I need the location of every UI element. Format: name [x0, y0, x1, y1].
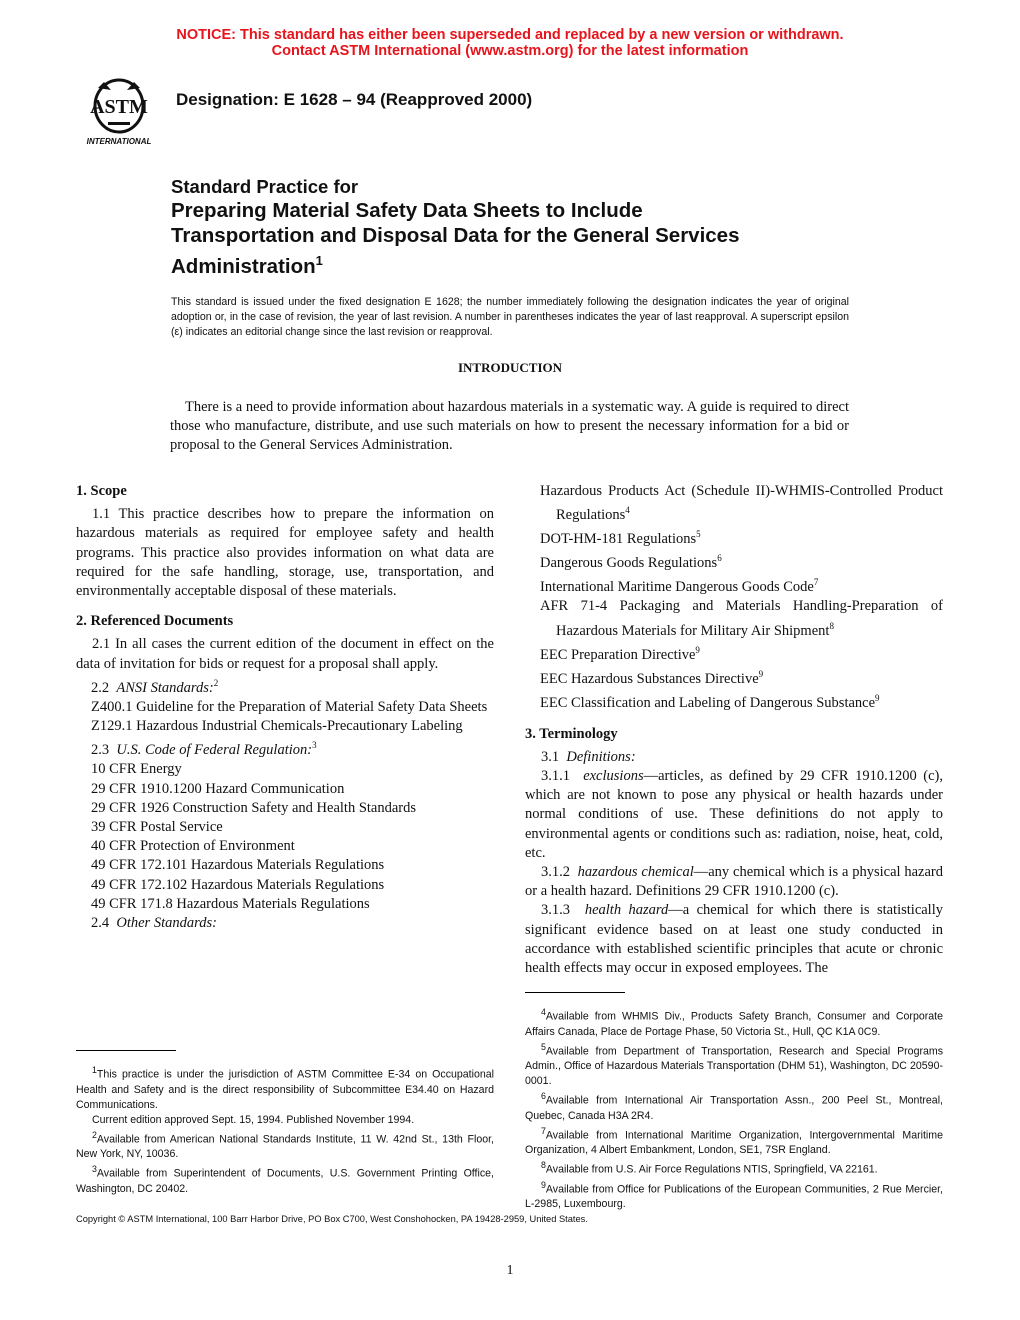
footnote: $^7$Available from International Maritime Organization, Intergovernmental Maritime Organization, 4 Albert Embankment, London, SE1, 7SR England. — [525, 1125, 943, 1157]
footnotes-left — [76, 1050, 494, 1197]
astm-logo-icon — [78, 78, 160, 148]
svg-text:INTERNATIONAL: INTERNATIONAL — [86, 137, 152, 146]
footnote: $^3$Available from Superintendent of Documents, U.S. Government Printing Office, Washington, DC 20402. — [76, 1164, 494, 1195]
other-standard-item: EEC Classification and Labeling of Dangerous Substance$^9$ — [540, 692, 880, 711]
title-line-2: Transportation and Disposal Data for the General Services — [171, 224, 740, 247]
cfr-item: 39 CFR Postal Service — [91, 818, 223, 835]
term-3-1-3: 3.1.3 health hazard—a chemical for which there is statistically significant evidence based on at least one study conducted in accordance with established scientific principles that acute or chronic health effects may occur in exposed employees. The — [525, 902, 943, 977]
cfr-item: 29 CFR 1910.1200 Hazard Communication — [91, 780, 345, 797]
notice-line-1: NOTICE: This standard has either been superseded and replaced by a new version or withdrawn. — [176, 27, 844, 43]
footnote: $^9$Available from Office for Publications of the European Communities, 2 Rue Mercier, L-2985, Luxembourg. — [525, 1179, 943, 1211]
ansi-item: Z129.1 Hazardous Industrial Chemicals-Precautionary Labeling — [91, 718, 463, 735]
svg-text:ASTM: ASTM — [90, 96, 148, 118]
other-standard-item: DOT-HM-181 Regulations$^5$ — [540, 529, 701, 548]
cfr-item: 40 CFR Protection of Environment — [91, 838, 295, 855]
title-lead: Standard Practice for — [171, 176, 359, 197]
designation: Designation: E 1628 – 94 (Reapproved 2000) — [176, 90, 533, 109]
ansi-section — [76, 674, 494, 933]
ref-2-3: 2.3 U.S. Code of Federal Regulation:$^3$ — [91, 740, 317, 759]
footnote: $^8$Available from U.S. Air Force Regulations NTIS, Springfield, VA 22161. — [541, 1160, 878, 1176]
astm-logo — [78, 78, 160, 148]
title-line-1: Preparing Material Safety Data Sheets to Include — [171, 199, 643, 222]
ref-2-4: 2.4 Other Standards: — [91, 914, 217, 931]
cfr-item: 29 CFR 1926 Construction Safety and Health Standards — [91, 799, 417, 816]
cfr-item: 10 CFR Energy — [91, 761, 182, 778]
footnote: $^1$This practice is under the jurisdiction of ASTM Committee E-34 on Occupational Health and Safety and is the direct responsibility of Subcommittee E34.40 on Hazard Communications. — [76, 1065, 494, 1111]
footnote-rule — [76, 1050, 176, 1051]
other-standard-item: EEC Preparation Directive$^9$ — [540, 644, 700, 663]
term-3-1: 3.1 Definitions: — [541, 748, 636, 765]
other-standard-item: AFR 71-4 Packaging and Materials Handling-Preparation of Hazardous Materials for Military Air Shipment$^8$ — [540, 598, 943, 639]
withdrawal-notice — [0, 27, 1020, 59]
footnote: $^5$Available from Department of Transportation, Research and Special Programs Admin., Office of Hazardous Materials Transportation (DHM 51), Washington, DC 20590-0001. — [525, 1041, 943, 1088]
footnote-rule — [525, 992, 625, 993]
ref-2-2: 2.2 ANSI Standards:$^2$ — [91, 677, 219, 696]
referenced-heading: 2. Referenced Documents — [76, 613, 234, 630]
ansi-item: Z400.1 Guideline for the Preparation of Material Safety Data Sheets — [91, 698, 488, 715]
document-title — [171, 176, 871, 279]
ref-2-1: 2.1 In all cases the current edition of the document in effect on the data of invitation for bids or request for a proposal shall apply. — [76, 636, 494, 672]
terminology-heading: 3. Terminology — [525, 725, 618, 742]
introduction-text: There is a need to provide information about hazardous materials in a systematic way. A guide is required to direct those who manufacture, distribute, and use such materials on how to present the necessary information for a bid or proposal to the General Services Administration. — [170, 399, 849, 453]
issued-note: This standard is issued under the fixed designation E 1628; the number immediately following the designation indicates the year of original adoption or, in the case of revision, the year of last revision. A number in parentheses indicates the year of last reapproval. A superscript epsilon (ε) indicates an editorial change since the last revision or reapproval. — [171, 296, 849, 338]
title-line-3: Administration$^1$ — [171, 253, 323, 278]
page-number: 1 — [506, 1263, 514, 1278]
other-standard-item: EEC Hazardous Substances Directive$^9$ — [540, 668, 764, 687]
other-standard-item: Hazardous Products Act (Schedule II)-WHMIS-Controlled Product Regulations$^4$ — [540, 483, 943, 524]
footnote: $^6$Available from International Air Transportation Assn., 200 Peel St., Montreal, Quebec, Canada H3A 2R4. — [525, 1091, 943, 1122]
copyright: Copyright © ASTM International, 100 Barr Harbor Drive, PO Box C700, West Conshohocken, PA 19428-2959, United States. — [76, 1214, 588, 1224]
footnote: $^2$Available from American National Standards Institute, 11 W. 42nd St., 13th Floor, New York, NY, 10036. — [76, 1129, 494, 1161]
notice-line-2: Contact ASTM International (www.astm.org) for the latest information — [271, 43, 749, 59]
other-standard-item: International Maritime Dangerous Goods Code$^7$ — [540, 577, 819, 596]
scope-paragraph: 1.1 This practice describes how to prepare the information on hazardous materials as required for employee safety and health programs. This practice also provides information on what data are required for the safe handling, storage, use, transportation, and environmentally acceptable disposal of these materials. — [76, 506, 494, 600]
left-column — [76, 482, 494, 933]
scope-heading: 1. Scope — [76, 483, 127, 499]
other-standard-item: Dangerous Goods Regulations$^6$ — [540, 553, 722, 572]
title-footnote-ref: 1 — [315, 253, 323, 268]
term-3-1-2: 3.1.2 hazardous chemical—any chemical which is a physical hazard or a health hazard. Definitions 29 CFR 1910.1200 (c). — [525, 864, 943, 900]
footnote: $^4$Available from WHMIS Div., Products Safety Branch, Consumer and Corporate Affairs Canada, Place de Portage Phase, 50 Victoria St., Hull, QC K1A 0C9. — [525, 1007, 943, 1038]
other-standards-list — [525, 482, 943, 713]
right-column — [525, 482, 943, 978]
footnote: Current edition approved Sept. 15, 1994. Published November 1994. — [92, 1113, 415, 1126]
introduction-heading: INTRODUCTION — [457, 360, 562, 375]
cfr-item: 49 CFR 172.102 Hazardous Materials Regulations — [91, 876, 385, 893]
term-3-1-1: 3.1.1 exclusions—articles, as defined by 29 CFR 1910.1200 (c), which are not known to pose any physical or health hazards under normal conditions of use. These definitions do not apply to environmental agents or conditions such as: radiation, noise, heat, cold, etc. — [525, 768, 944, 861]
cfr-item: 49 CFR 172.101 Hazardous Materials Regulations — [91, 857, 385, 874]
footnotes-right — [525, 992, 943, 1212]
cfr-item: 49 CFR 171.8 Hazardous Materials Regulations — [91, 895, 370, 912]
